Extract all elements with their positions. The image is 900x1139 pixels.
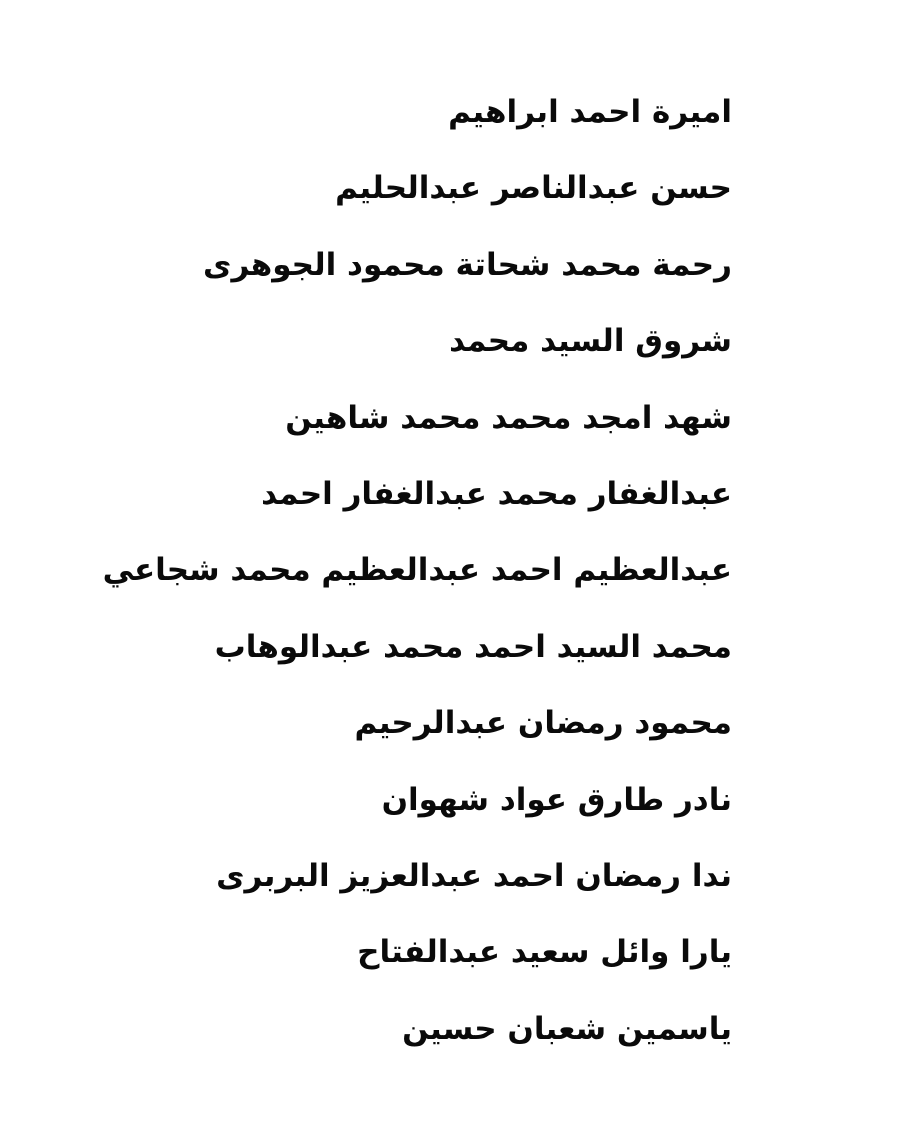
name-line: يارا وائل سعيد عبدالفتاح (357, 934, 732, 971)
names-list (103, 74, 732, 1067)
name-line: حسن عبدالناصر عبدالحليم (335, 170, 732, 207)
name-line: شروق السيد محمد (449, 323, 732, 360)
name-line: اميرة احمد ابراهيم (448, 94, 732, 130)
name-line: محمود رمضان عبدالرحيم (354, 705, 732, 742)
name-line: شهد امجد محمد محمد شاهين (285, 399, 732, 436)
name-line: نادر طارق عواد شهوان (381, 781, 732, 818)
name-line: ياسمين شعبان حسين (402, 1010, 732, 1047)
name-line: عبدالعظيم احمد عبدالعظيم محمد شجاعي (102, 552, 732, 589)
name-line: عبدالغفار محمد عبدالغفار احمد (261, 475, 732, 512)
name-line: رحمة محمد شحاتة محمود الجوهرى (203, 246, 732, 283)
name-line: ندا رمضان احمد عبدالعزيز البربرى (216, 857, 732, 894)
name-line: محمد السيد احمد محمد عبدالوهاب (214, 628, 732, 665)
